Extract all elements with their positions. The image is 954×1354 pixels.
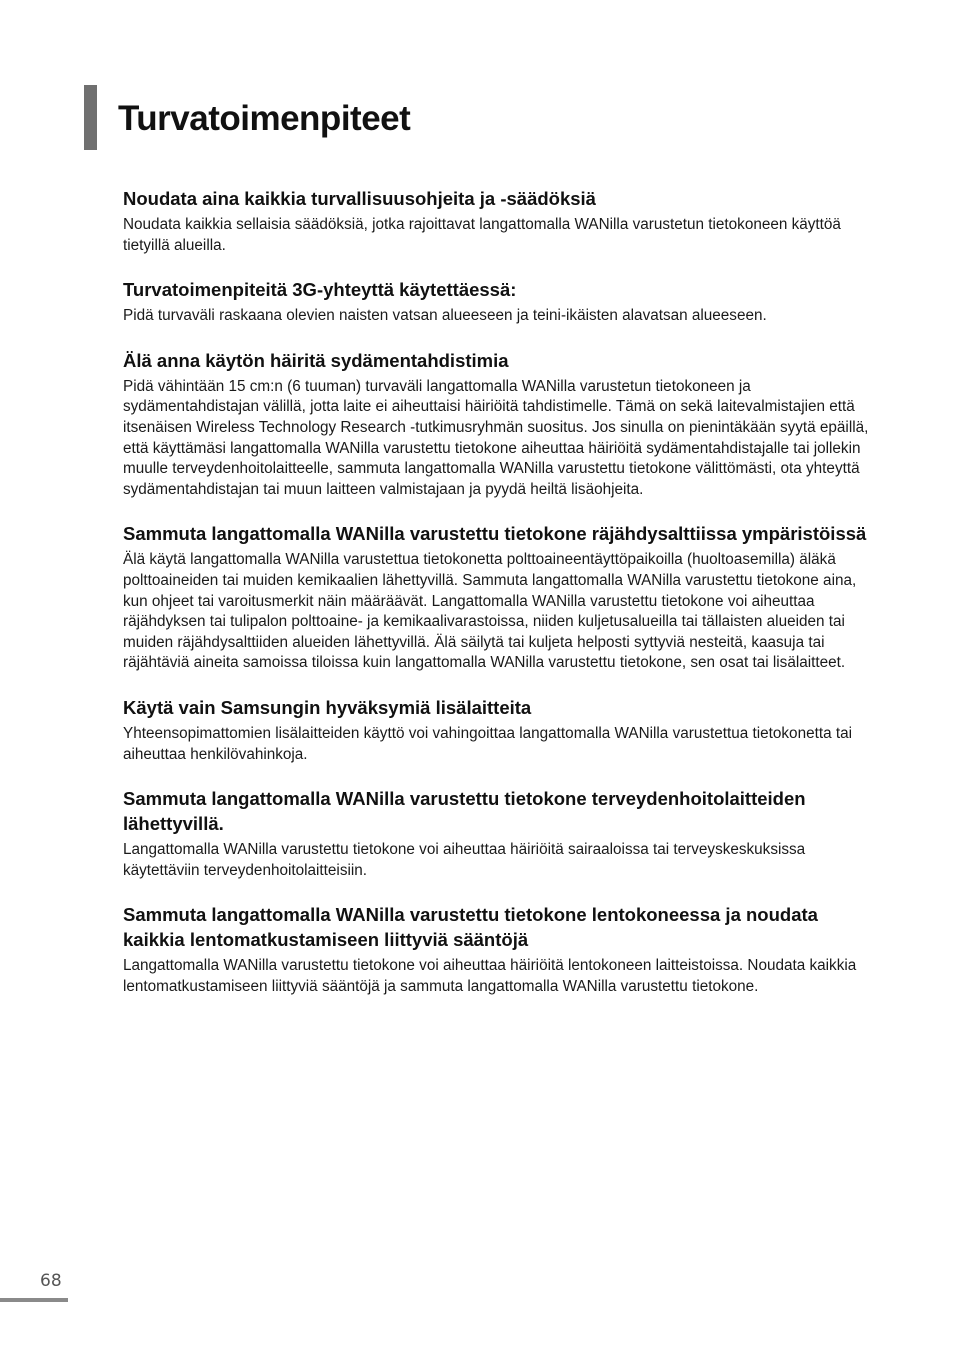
section-medical-equipment: [123, 786, 883, 881]
title-accent-bar: [84, 85, 97, 150]
section-heading: Käytä vain Samsungin hyväksymiä lisälaitteita: [123, 696, 532, 718]
section-approved-accessories: [123, 695, 883, 765]
section-body: Langattomalla WANilla varustettu tietokone voi aiheuttaa häiriöitä lentokoneen laitteistoissa. Noudata kaikkia lentomatkustamiseen liittyviä sääntöjä ja sammuta langattomalla WANilla varustettu tietokone.: [123, 957, 857, 995]
section-body: Pidä turvaväli raskaana olevien naisten vatsan alueeseen ja teini-ikäisten alavatsan alueeseen.: [123, 307, 767, 325]
section-3g-precautions: [123, 277, 883, 327]
section-body: Älä käytä langattomalla WANilla varustettua tietokonetta polttoaineentäyttöpaikoilla (huoltoasemilla) äläkä polttoaineiden tai muiden kemikaalien lähettyvillä. Sammuta langattomalla WANilla varustettu tietokone aina, kun ohjeet tai varoitusmerkit näin määräävät. Langattomalla WANilla varustettu tietokone voi aiheuttaa räjähdyksen tai tulipalon polttoaine- ja kemikaalivarastoissa, niiden kuljetusalueilla tai tällaisten alueiden tai muiden räjähdysalttiiden alueiden lähettyvillä. Älä säilytä tai kuljeta helposti syttyviä nesteitä, kaasuja tai räjähtäviä aineita samoissa tiloissa kuin langattomalla WANilla varustettu tietokone, sen osat tai lisälaitteet.: [123, 551, 857, 672]
section-aircraft: [123, 902, 883, 997]
section-body: Pidä vähintään 15 cm:n (6 tuuman) turvaväli langattomalla WANilla varustetun tietokoneen ja sydämentahdistajan välillä, jotta laite ei aiheuttaisi häiriöitä tahdistimelle. Tämä on sekä laitevalmistajien että itsenäisen Wireless Technology Research -tutkimusryhmän suositus. Jos sinulla on pienintäkään syytä epäillä, että käyttämäsi langattomalla WANilla varustettu tietokone aiheuttaa häiriöitä sydämentahdistajalle tai jollekin muulle terveydenhoitolaitteelle, sammuta langattomalla WANilla varustettu tietokone välittömästi, ota yhteyttä sydämentahdistajan tai muun laitteen valmistajaan ja pyydä heiltä lisäohjeita.: [123, 377, 869, 498]
section-heading: Älä anna käytön häiritä sydämentahdistimia: [123, 349, 509, 371]
section-explosive-environments: [123, 521, 883, 674]
page-number: 68: [40, 1271, 62, 1291]
document-content: [123, 186, 883, 1018]
section-heading: Sammuta langattomalla WANilla varustettu tietokone räjähdysalttiissa ympäristöissä: [123, 523, 867, 545]
page-title: Turvatoimenpiteet: [118, 99, 411, 138]
section-pacemakers: [123, 348, 883, 501]
page-number-rule: [0, 1298, 68, 1302]
section-heading: Turvatoimenpiteitä 3G-yhteyttä käytettäessä:: [123, 279, 517, 301]
section-heading: Sammuta langattomalla WANilla varustettu tietokone lentokoneessa ja noudata kaikkia lentomatkustamiseen liittyviä sääntöjä: [123, 904, 818, 951]
section-safety-regulations: [123, 186, 883, 256]
section-heading: Sammuta langattomalla WANilla varustettu tietokone terveydenhoitolaitteiden lähettyvillä.: [123, 788, 806, 835]
section-heading: Noudata aina kaikkia turvallisuusohjeita ja -säädöksiä: [123, 188, 596, 209]
section-body: Yhteensopimattomien lisälaitteiden käyttö voi vahingoittaa langattomalla WANilla varustettua tietokonetta tai aiheuttaa henkilövahinkoja.: [123, 724, 852, 763]
section-body: Langattomalla WANilla varustettu tietokone voi aiheuttaa häiriöitä sairaaloissa tai terveyskeskuksissa käytettäviin terveydenhoitolaitteisiin.: [123, 841, 806, 879]
section-body: Noudata kaikkia sellaisia säädöksiä, jotka rajoittavat langattomalla WANilla varustetun tietokoneen käyttöä tietyillä alueilla.: [123, 216, 841, 254]
